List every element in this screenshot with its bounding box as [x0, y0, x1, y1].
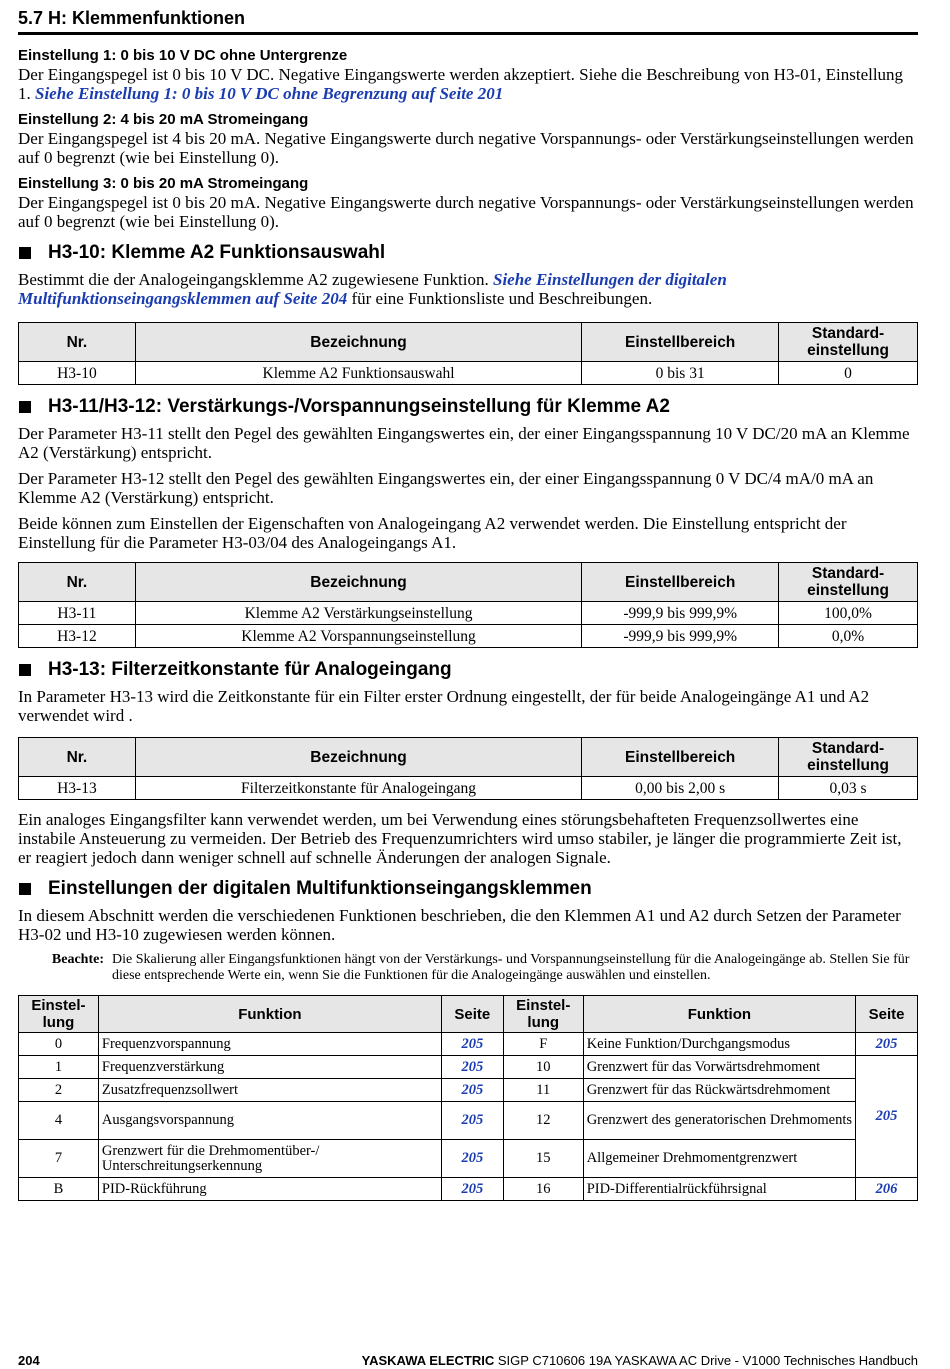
h3-13-table [18, 737, 918, 800]
table-row: H3-12 Klemme A2 Vorspannungseinstellung -999,9 bis 999,9% 0,0% [19, 625, 918, 648]
header-name: Bezeichnung [135, 323, 581, 362]
h3-11-text-1: Der Parameter H3-11 stellt den Pegel des gewählten Eingangswertes ein, der einer Eingangsspannung 10 V DC/20 mA an Klemme A2 (Verstärkung) entspricht. [18, 424, 910, 462]
function-table [18, 995, 918, 1201]
h3-11-text-3: Beide können zum Einstellen der Eigenschaften von Analogeingang A2 verwendet werden. Die Einstellung entspricht der Einstellung für die Parameter H3-03/04 des Analogeingangs A1. [18, 514, 847, 552]
header-name: Bezeichnung [135, 738, 581, 777]
footer-doc [362, 1353, 918, 1368]
square-bullet-icon [19, 401, 31, 413]
note-label: Beachte: [51, 952, 104, 967]
table-row: B PID-Rückführung 205 16 PID-Differentialrückführsignal 206 [19, 1178, 918, 1201]
page-number: 204 [18, 1353, 40, 1368]
header-range: Einstellbereich [582, 563, 779, 602]
header-default: Standard- einstellung [779, 563, 918, 602]
header-default: Standard- einstellung [779, 738, 918, 777]
h3-10-heading: H3-10: Klemme A2 Funktionsauswahl [18, 241, 918, 265]
footer-doc-id: SIGP C710606 19A YASKAWA AC Drive - V1000 Technisches Handbuch [497, 1353, 918, 1368]
h3-13-heading: H3-13: Filterzeitkonstante für Analogeingang [18, 658, 918, 682]
square-bullet-icon [19, 883, 31, 895]
page-link[interactable]: 205 [441, 1056, 503, 1079]
h3-13-after-text: Ein analoges Eingangsfilter kann verwendet werden, um bei Verwendung eines störungsbehafteten Frequenzsollwertes eine instabile Ansteuerung zu vermeiden. Der Betrieb des Frequenzumrichters wird umso stabiler, je länger die programmierte Zeit ist, er reagiert jedoch dann weniger schnell auf schnelle Änderungen der analogen Signale. [18, 810, 902, 867]
header-function: Funktion [583, 996, 855, 1033]
page-link[interactable]: 205 [441, 1033, 503, 1056]
table-header-row [19, 563, 918, 602]
digital-text: In diesem Abschnitt werden die verschiedenen Funktionen beschrieben, die den Klemmen A1 und A2 durch Setzen der Parameter H3-02 und H3-10 zugewiesen werden können. [18, 906, 901, 944]
table-row: 0 Frequenzvorspannung 205 F Keine Funktion/Durchgangsmodus 205 [19, 1033, 918, 1056]
table-header-row [19, 323, 918, 362]
header-function: Funktion [98, 996, 441, 1033]
setting-2-heading: Einstellung 2: 4 bis 20 mA Stromeingang [18, 111, 309, 128]
setting-1-heading: Einstellung 1: 0 bis 10 V DC ohne Untergrenze [18, 47, 348, 64]
h3-11-heading: H3-11/H3-12: Verstärkungs-/Vorspannungseinstellung für Klemme A2 [18, 395, 918, 419]
table-row: 2 Zusatzfrequenzsollwert 205 11 Grenzwert für das Rückwärtsdrehmoment [19, 1079, 918, 1102]
setting-1-text: Der Eingangspegel ist 0 bis 10 V DC. Negative Eingangswerte werden akzeptiert. Siehe die Beschreibung von H3-01, Einstellung 1. Siehe Einstellung 1: 0 bis 10 V DC ohne Begrenzung auf Seite 201 [18, 65, 904, 103]
section-number: 5.7 [18, 8, 44, 28]
page-content [18, 0, 918, 1201]
square-bullet-icon [19, 247, 31, 259]
setting-3-heading: Einstellung 3: 0 bis 20 mA Stromeingang [18, 175, 309, 192]
header-setting: Einstel- lung [503, 996, 583, 1033]
page-link[interactable]: 205 [441, 1178, 503, 1201]
header-nr: Nr. [19, 323, 136, 362]
page-link[interactable]: 205 [856, 1056, 918, 1178]
page-link[interactable]: 206 [856, 1178, 918, 1201]
note-box [18, 952, 918, 984]
table-row: 4 Ausgangsvorspannung 205 12 Grenzwert des generatorischen Drehmoments [19, 1102, 918, 1140]
page-link[interactable]: 205 [441, 1102, 503, 1140]
header-range: Einstellbereich [582, 738, 779, 777]
header-name: Bezeichnung [135, 563, 581, 602]
section-title-text: H: Klemmenfunktionen [48, 8, 246, 28]
header-nr: Nr. [19, 563, 136, 602]
table-header-row [19, 996, 918, 1033]
page-footer [18, 1353, 918, 1368]
setting-3-text: Der Eingangspegel ist 0 bis 20 mA. Negative Eingangswerte durch negative Vorspannungs- oder Verstärkungseinstellungen werden auf 0 begrenzt (wie bei Einstellung 0). [18, 193, 914, 231]
note-text: Die Skalierung aller Eingangsfunktionen hängt von der Verstärkungs- und Vorspannungseinstellung für die Analogeingänge ab. Stellen Sie für diese entsprechende Werte ein, wenn Sie die Funktionen für die Analogeingänge auswählen und einstellen. [112, 952, 910, 983]
page-link[interactable]: 205 [856, 1033, 918, 1056]
header-page: Seite [856, 996, 918, 1033]
h3-11-table [18, 562, 918, 648]
h3-13-text: In Parameter H3-13 wird die Zeitkonstante für ein Filter erster Ordnung eingestellt, der für beide Analogeingänge A1 und A2 verwendet wird . [18, 687, 870, 725]
section-title [18, 7, 918, 35]
h3-10-table [18, 322, 918, 385]
setting-1-link[interactable]: Siehe Einstellung 1: 0 bis 10 V DC ohne Begrenzung auf Seite 201 [35, 84, 504, 103]
table-row: H3-11 Klemme A2 Verstärkungseinstellung -999,9 bis 999,9% 100,0% [19, 602, 918, 625]
h3-11-text-2: Der Parameter H3-12 stellt den Pegel des gewählten Eingangswertes ein, der einer Eingangsspannung 0 V DC/4 mA/0 mA an Klemme A2 (Verstärkung) entspricht. [18, 469, 874, 507]
page-link[interactable]: 205 [441, 1140, 503, 1178]
table-row: 1 Frequenzverstärkung 205 10 Grenzwert für das Vorwärtsdrehmoment 205 [19, 1056, 918, 1079]
header-setting: Einstel- lung [19, 996, 99, 1033]
header-page: Seite [441, 996, 503, 1033]
header-nr: Nr. [19, 738, 136, 777]
page-link[interactable]: 205 [441, 1079, 503, 1102]
square-bullet-icon [19, 664, 31, 676]
table-row: 7 Grenzwert für die Drehmomentüber-/ Unterschreitungserkennung 205 15 Allgemeiner Drehmomentgrenzwert [19, 1140, 918, 1178]
setting-2-text: Der Eingangspegel ist 4 bis 20 mA. Negative Eingangswerte durch negative Vorspannungs- oder Verstärkungseinstellungen werden auf 0 begrenzt (wie bei Einstellung 0). [18, 129, 914, 167]
digital-heading: Einstellungen der digitalen Multifunktionseingangsklemmen [18, 877, 918, 901]
table-row: H3-13 Filterzeitkonstante für Analogeingang 0,00 bis 2,00 s 0,03 s [19, 777, 918, 800]
h3-10-text: Bestimmt die der Analogeingangsklemme A2 zugewiesene Funktion. Siehe Einstellungen der digitalen Multifunktionseingangsklemmen auf Seite 204 für eine Funktionsliste und Beschreibungen. [18, 270, 727, 308]
footer-brand: YASKAWA ELECTRIC [361, 1353, 495, 1368]
table-header-row [19, 738, 918, 777]
header-range: Einstellbereich [582, 323, 779, 362]
table-row: H3-10 Klemme A2 Funktionsauswahl 0 bis 31 0 [19, 362, 918, 385]
header-default: Standard- einstellung [779, 323, 918, 362]
h3-10-link[interactable]: Siehe Einstellungen der digitalen Multifunktionseingangsklemmen auf Seite 204 [18, 270, 727, 308]
